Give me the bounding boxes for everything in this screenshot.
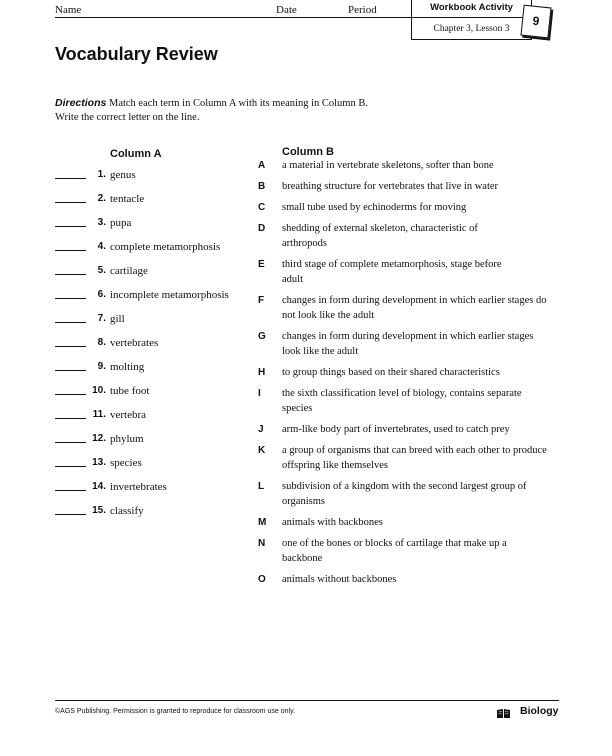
item-letter: H xyxy=(258,367,266,378)
item-definition: breathing structure for vertebrates that live in water xyxy=(282,181,499,192)
answer-blank[interactable] xyxy=(55,394,86,395)
workbook-box xyxy=(411,0,532,40)
item-letter: K xyxy=(258,445,266,456)
item-term: tentacle xyxy=(110,193,145,205)
item-term: tube foot xyxy=(110,385,150,397)
answer-blank[interactable] xyxy=(55,418,86,419)
item-term: genus xyxy=(110,169,136,181)
item-term: cartilage xyxy=(110,265,148,277)
header-rule xyxy=(55,17,413,18)
period-label: Period xyxy=(348,4,377,16)
answer-blank[interactable] xyxy=(55,250,86,251)
item-definition: shedding of external skeleton, characteristic of arthropods xyxy=(282,223,478,249)
item-number: 8. xyxy=(97,337,106,348)
directions-line2: Write the correct letter on the line. xyxy=(55,112,200,123)
item-number: 14. xyxy=(92,481,106,492)
item-number: 12. xyxy=(92,433,106,444)
footer-rule xyxy=(55,700,559,701)
name-label: Name xyxy=(55,4,82,16)
item-letter: L xyxy=(258,481,265,492)
item-letter: C xyxy=(258,202,266,213)
item-definition: animals without backbones xyxy=(282,574,397,585)
item-letter: O xyxy=(258,574,266,585)
page-title: Vocabulary Review xyxy=(55,44,218,64)
item-term: pupa xyxy=(110,217,132,229)
answer-blank[interactable] xyxy=(55,202,86,203)
item-letter: M xyxy=(258,517,267,528)
directions-line1: Match each term in Column A with its meaning in Column B. xyxy=(108,98,368,109)
item-term: incomplete metamorphosis xyxy=(110,289,229,301)
directions-label: Directions xyxy=(55,97,107,109)
item-number: 10. xyxy=(92,385,106,396)
item-definition: animals with backbones xyxy=(282,517,383,528)
answer-blank[interactable] xyxy=(55,514,86,515)
item-letter: G xyxy=(258,331,266,342)
item-letter: B xyxy=(258,181,266,192)
answer-blank[interactable] xyxy=(55,226,86,227)
item-number: 2. xyxy=(97,193,106,204)
item-term: vertebrates xyxy=(110,337,159,349)
item-letter: E xyxy=(258,259,265,270)
answer-blank[interactable] xyxy=(55,298,86,299)
item-number: 13. xyxy=(92,457,106,468)
item-number: 3. xyxy=(97,217,106,228)
item-term: phylum xyxy=(110,433,144,445)
workbook-activity-label: Workbook Activity xyxy=(412,0,531,18)
item-term: vertebra xyxy=(110,409,147,421)
answer-blank[interactable] xyxy=(55,178,86,179)
answer-blank[interactable] xyxy=(55,490,86,491)
item-definition: one of the bones or blocks of cartilage that make up a backbone xyxy=(282,538,507,564)
answer-blank[interactable] xyxy=(55,322,86,323)
answer-blank[interactable] xyxy=(55,346,86,347)
item-number: 4. xyxy=(97,241,106,252)
item-definition: to group things based on their shared characteristics xyxy=(282,367,500,378)
brand-label: Biology xyxy=(520,705,559,717)
answer-blank[interactable] xyxy=(55,466,86,467)
item-number: 11. xyxy=(92,409,106,420)
book-icon xyxy=(496,708,511,719)
item-definition: arm-like body part of invertebrates, used to catch prey xyxy=(282,424,510,435)
chapter-lesson-label: Chapter 3, Lesson 3 xyxy=(433,24,510,34)
item-definition: third stage of complete metamorphosis, stage before adult xyxy=(282,259,502,285)
item-number: 1. xyxy=(97,169,106,180)
item-letter: F xyxy=(258,295,265,306)
activity-number: 9 xyxy=(520,5,551,39)
item-letter: I xyxy=(258,388,261,399)
answer-blank[interactable] xyxy=(55,370,86,371)
item-term: complete metamorphosis xyxy=(110,241,221,253)
item-letter: A xyxy=(258,160,266,171)
item-definition: a material in vertebrate skeletons, softer than bone xyxy=(282,160,494,171)
item-letter: N xyxy=(258,538,266,549)
date-label: Date xyxy=(276,4,297,16)
column-b-heading: Column B xyxy=(282,146,334,158)
item-definition: the sixth classification level of biology, contains separate species xyxy=(282,388,522,414)
item-definition: subdivision of a kingdom with the second largest group of organisms xyxy=(282,481,527,507)
item-definition: changes in form during development in which earlier stages do not look like the adult xyxy=(282,295,547,321)
item-definition: small tube used by echinoderms for moving xyxy=(282,202,467,213)
answer-blank[interactable] xyxy=(55,442,86,443)
item-term: invertebrates xyxy=(110,481,167,493)
item-term: classify xyxy=(110,505,144,517)
answer-blank[interactable] xyxy=(55,274,86,275)
directions xyxy=(55,96,368,125)
item-definition: a group of organisms that can breed with each other to produce offspring like themselves xyxy=(282,445,547,471)
item-term: molting xyxy=(110,361,145,373)
item-number: 9. xyxy=(97,361,106,372)
item-number: 7. xyxy=(97,313,106,324)
column-a-heading: Column A xyxy=(110,148,162,160)
copyright-notice: ©AGS Publishing. Permission is granted to reproduce for classroom use only. xyxy=(55,708,296,715)
item-definition: changes in form during development in which earlier stages look like the adult xyxy=(282,331,534,357)
item-number: 5. xyxy=(97,265,106,276)
item-term: gill xyxy=(110,313,125,325)
item-number: 6. xyxy=(97,289,106,300)
item-term: species xyxy=(110,457,142,469)
item-number: 15. xyxy=(92,505,106,516)
item-letter: D xyxy=(258,223,266,234)
item-letter: J xyxy=(258,424,264,435)
